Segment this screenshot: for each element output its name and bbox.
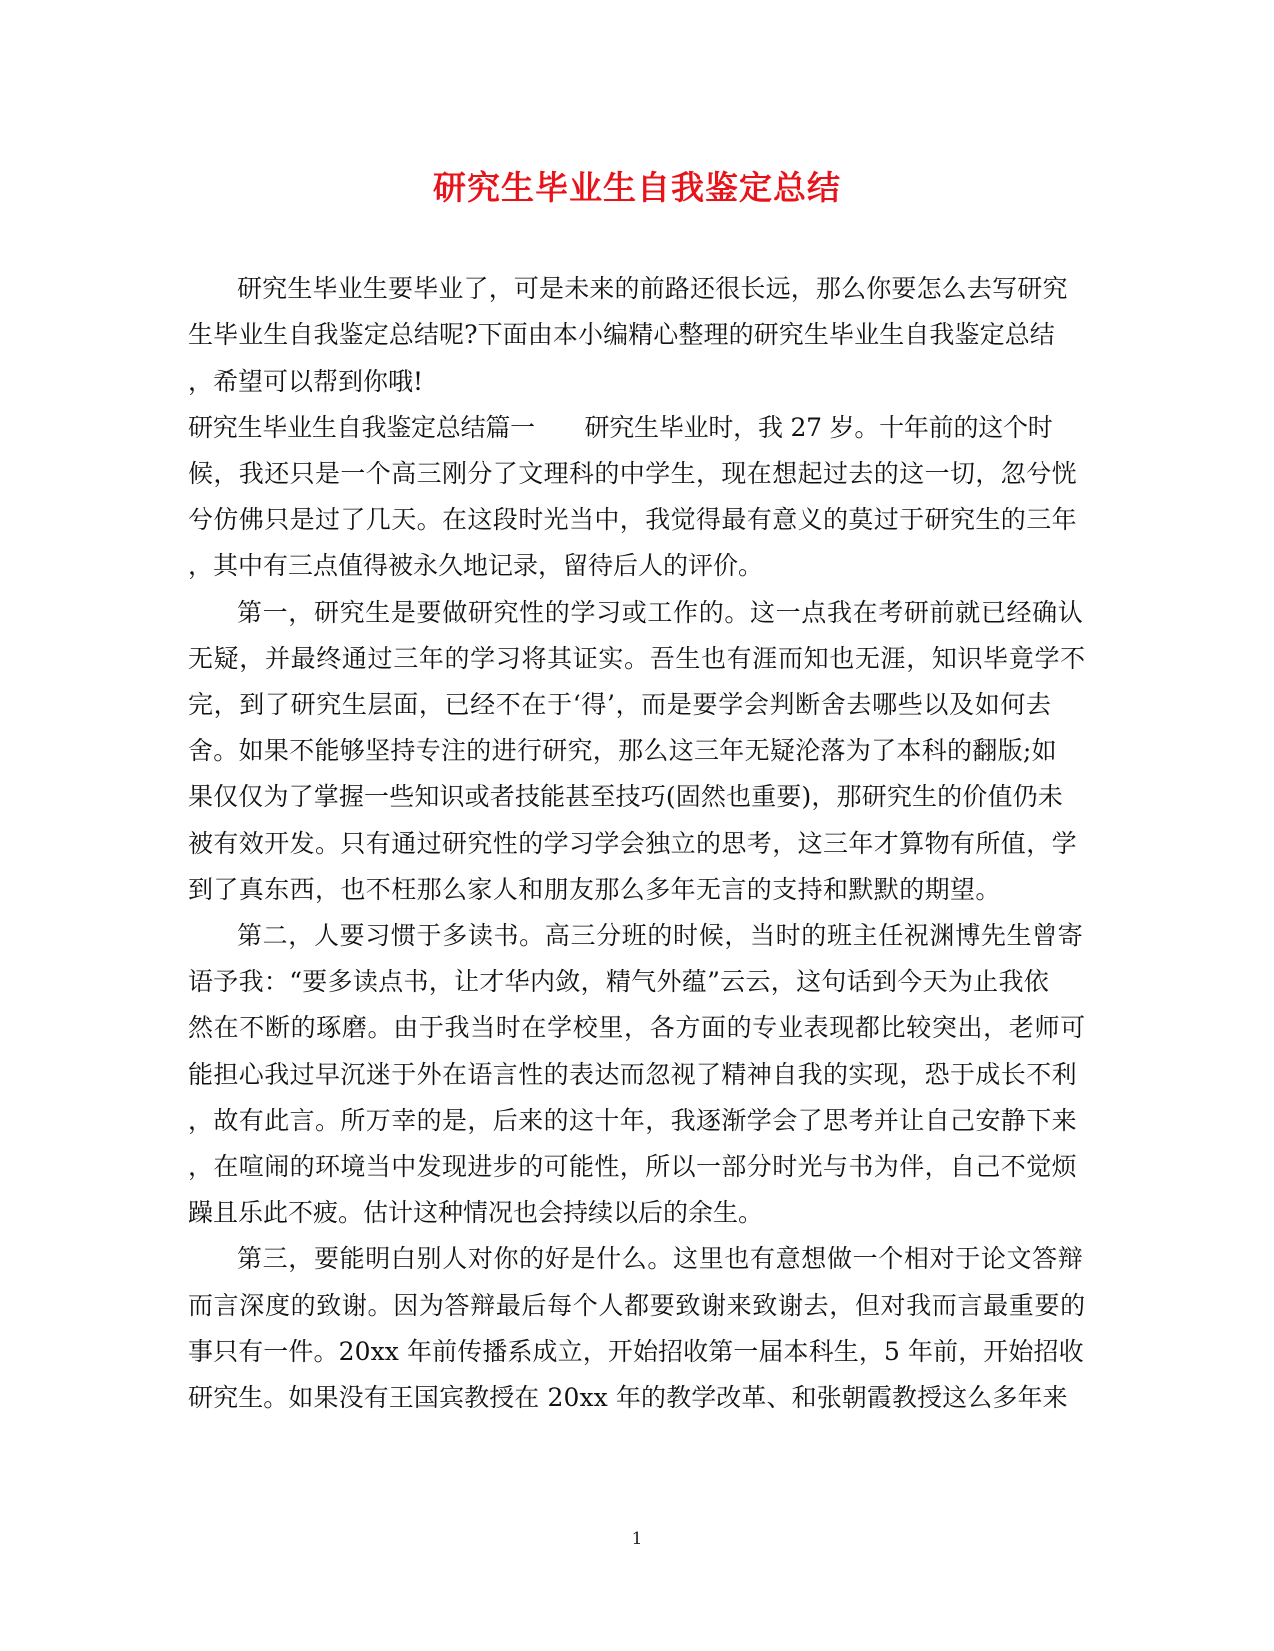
body-line: 兮仿佛只是过了几天。在这段时光当中，我觉得最有意义的莫过于研究生的三年 — [188, 505, 1078, 534]
body-line: 第二，人要习惯于多读书。高三分班的时候，当时的班主任祝渊博先生曾寄 — [237, 921, 1084, 950]
body-line: ，在喧闹的环境当中发现进步的可能性，所以一部分时光与书为伴，自己不觉烦 — [188, 1152, 1078, 1181]
body-line: 语予我：“要多读点书，让才华内敛，精气外蕴”云云，这句话到今天为止我依 — [188, 967, 1050, 996]
body-line: 候，我还只是一个高三刚分了文理科的中学生，现在想起过去的这一切，忽兮恍 — [188, 459, 1078, 488]
body-line: 而言深度的致谢。因为答辩最后每个人都要致谢来致谢去，但对我而言最重要的 — [188, 1291, 1086, 1320]
body-line: 躁且乐此不疲。估计这种情况也会持续以后的余生。 — [188, 1198, 764, 1227]
body-line: 完，到了研究生层面，已经不在于‘得’，而是要学会判断舍去哪些以及如何去 — [188, 690, 1052, 719]
body-line: 研究生毕业生自我鉴定总结篇一 研究生毕业时，我 27 岁。十年前的这个时 — [188, 413, 1053, 442]
body-line: 舍。如果不能够坚持专注的进行研究，那么这三年无疑沦落为了本科的翻版;如 — [188, 736, 1057, 765]
page-number: 1 — [631, 1529, 643, 1549]
body-line: 第三，要能明白别人对你的好是什么。这里也有意想做一个相对于论文答辩 — [237, 1244, 1084, 1273]
body-line: ，其中有三点值得被永久地记录，留待后人的评价。 — [188, 551, 764, 580]
body-line: 能担心我过早沉迷于外在语言性的表达而忽视了精神自我的实现，恐于成长不利 — [188, 1060, 1078, 1089]
body-line: ，故有此言。所万幸的是，后来的这十年，我逐渐学会了思考并让自己安静下来 — [188, 1106, 1078, 1135]
body-line: 到了真东西，也不枉那么家人和朋友那么多年无言的支持和默默的期望。 — [188, 875, 1001, 904]
body-line: 事只有一件。20xx 年前传播系成立，开始招收第一届本科生，5 年前，开始招收 — [188, 1337, 1084, 1366]
body-line: 研究生。如果没有王国宾教授在 20xx 年的教学改革、和张朝霞教授这么多年来 — [188, 1383, 1068, 1412]
body-line: 果仅仅为了掌握一些知识或者技能甚至技巧(固然也重要)，那研究生的价值仍未 — [188, 782, 1063, 811]
body-line: 然在不断的琢磨。由于我当时在学校里，各方面的专业表现都比较突出，老师可 — [188, 1013, 1086, 1042]
body-line: 被有效开发。只有通过研究性的学习学会独立的思考，这三年才算物有所值，学 — [188, 829, 1078, 858]
body-line: ，希望可以帮到你哦! — [188, 367, 424, 396]
body-line: 无疑，并最终通过三年的学习将其证实。吾生也有涯而知也无涯，知识毕竟学不 — [188, 644, 1086, 673]
body-line: 研究生毕业生要毕业了，可是未来的前路还很长远，那么你要怎么去写研究 — [237, 274, 1068, 303]
page-title: 研究生毕业生自我鉴定总结 — [433, 168, 841, 207]
body-line: 生毕业生自我鉴定总结呢?下面由本小编精心整理的研究生毕业生自我鉴定总结 — [188, 320, 1055, 349]
body-line: 第一，研究生是要做研究性的学习或工作的。这一点我在考研前就已经确认 — [237, 598, 1084, 627]
